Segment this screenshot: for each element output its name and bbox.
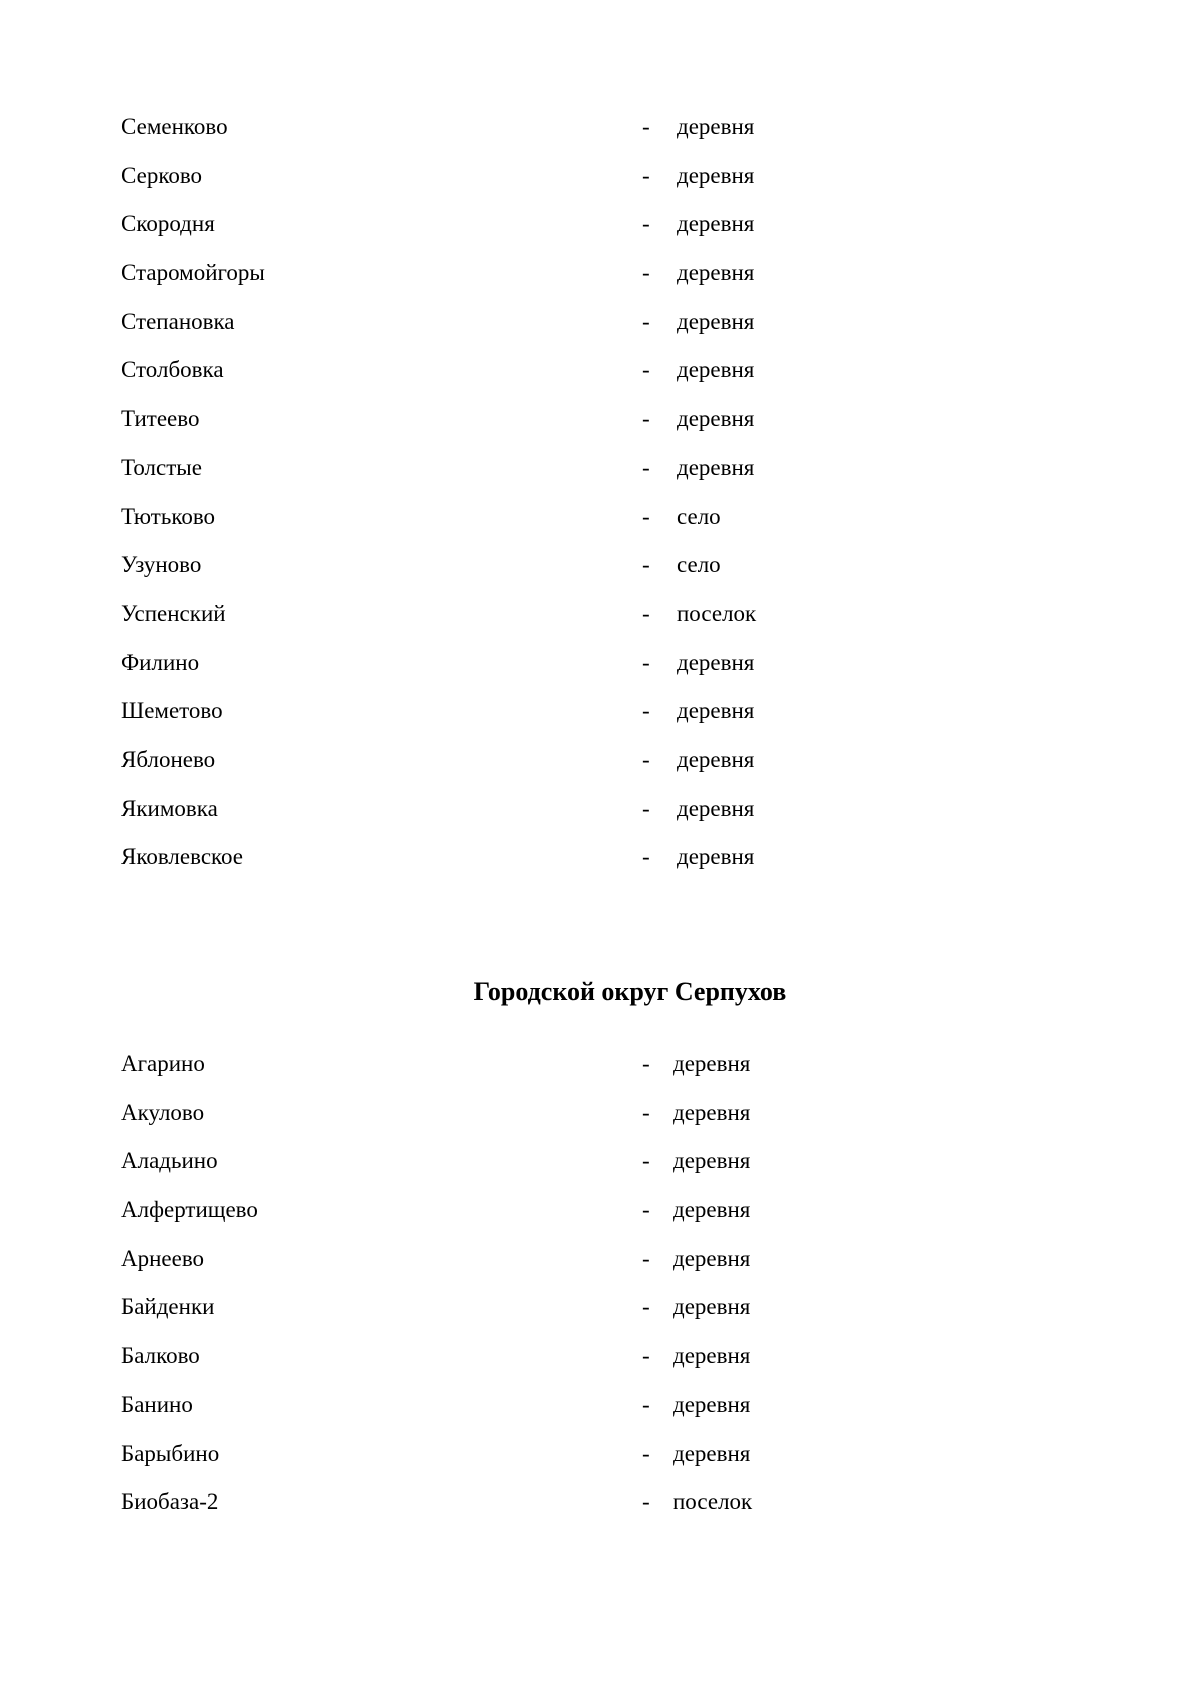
separator-dash: -	[642, 454, 650, 480]
separator-dash: -	[642, 600, 650, 626]
settlement-name: Агарино	[121, 1051, 205, 1076]
settlement-type: село	[677, 503, 721, 529]
settlement-type: деревня	[677, 698, 755, 724]
separator-dash: -	[642, 844, 650, 870]
settlement-type: деревня	[677, 260, 755, 286]
list-item	[0, 1040, 1200, 1089]
settlement-name: Байденки	[121, 1294, 215, 1320]
list-item	[0, 1137, 1200, 1186]
separator-dash: -	[642, 552, 650, 578]
settlement-name: Биобаза-2	[121, 1489, 219, 1515]
separator-dash: -	[642, 1099, 650, 1125]
separator-dash: -	[642, 795, 650, 821]
settlement-name: Алфертищево	[121, 1197, 258, 1223]
settlement-type: деревня	[677, 746, 755, 772]
list-item	[0, 687, 1200, 736]
separator-dash: -	[642, 1051, 650, 1076]
settlement-list-continued	[0, 103, 1200, 882]
list-item	[0, 590, 1200, 639]
settlement-type: деревня	[677, 162, 755, 188]
list-item	[0, 395, 1200, 444]
settlement-type: деревня	[673, 1245, 751, 1271]
settlement-type: деревня	[673, 1343, 751, 1369]
settlement-name: Степановка	[121, 308, 235, 334]
list-item	[0, 736, 1200, 785]
settlement-type: деревня	[673, 1197, 751, 1223]
settlement-name: Филино	[121, 649, 200, 675]
settlement-type: деревня	[677, 308, 755, 334]
separator-dash: -	[642, 746, 650, 772]
settlement-type: деревня	[677, 211, 755, 237]
separator-dash: -	[642, 1197, 650, 1223]
settlement-name: Узуново	[121, 552, 202, 578]
separator-dash: -	[642, 698, 650, 724]
separator-dash: -	[642, 308, 650, 334]
settlement-type: деревня	[677, 406, 755, 432]
settlement-name: Барыбино	[121, 1440, 220, 1466]
separator-dash: -	[642, 649, 650, 675]
settlement-name: Тютьково	[121, 503, 216, 529]
settlement-name: Яковлевское	[121, 844, 244, 870]
section-heading: Городской округ Серпухов	[473, 977, 787, 1006]
separator-dash: -	[642, 503, 650, 529]
settlement-list-serpukhov	[0, 1040, 1200, 1527]
list-item	[0, 346, 1200, 395]
list-item	[0, 249, 1200, 298]
separator-dash: -	[642, 260, 650, 286]
settlement-type: деревня	[673, 1391, 751, 1417]
list-item	[0, 200, 1200, 249]
settlement-name: Старомойгоры	[121, 260, 265, 286]
settlement-type: деревня	[677, 795, 755, 821]
list-item	[0, 1430, 1200, 1479]
separator-dash: -	[642, 1245, 650, 1271]
separator-dash: -	[642, 406, 650, 432]
list-item	[0, 103, 1200, 152]
settlement-type: деревня	[677, 844, 755, 870]
list-item	[0, 833, 1200, 882]
list-item	[0, 1283, 1200, 1332]
separator-dash: -	[642, 357, 650, 383]
separator-dash: -	[642, 1391, 650, 1417]
settlement-name: Яблонево	[121, 746, 216, 772]
separator-dash: -	[642, 1343, 650, 1369]
settlement-name: Скородня	[121, 211, 215, 237]
separator-dash: -	[642, 1294, 650, 1320]
list-item	[0, 639, 1200, 688]
separator-dash: -	[642, 211, 650, 237]
settlement-name: Столбовка	[121, 357, 224, 383]
list-item	[0, 785, 1200, 834]
list-item	[0, 298, 1200, 347]
settlement-type: деревня	[673, 1440, 751, 1466]
settlement-type: деревня	[677, 357, 755, 383]
settlement-name: Аладьино	[121, 1148, 218, 1174]
settlement-name: Успенский	[121, 600, 226, 626]
separator-dash: -	[642, 1440, 650, 1466]
list-item	[0, 1186, 1200, 1235]
settlement-type: поселок	[673, 1489, 753, 1515]
settlement-type: деревня	[677, 649, 755, 675]
settlement-name: Банино	[121, 1391, 193, 1417]
settlement-name: Шеметово	[121, 698, 223, 724]
list-item	[0, 1381, 1200, 1430]
settlement-name: Толстые	[121, 454, 202, 480]
settlement-type: деревня	[673, 1294, 751, 1320]
list-item	[0, 1332, 1200, 1381]
settlement-name: Акулово	[121, 1099, 205, 1125]
settlement-name: Якимовка	[121, 795, 218, 821]
list-item	[0, 493, 1200, 542]
settlement-type: деревня	[673, 1148, 751, 1174]
list-item	[0, 1089, 1200, 1138]
list-item	[0, 444, 1200, 493]
settlement-type: село	[677, 552, 721, 578]
settlement-type: деревня	[677, 454, 755, 480]
settlement-name: Балково	[121, 1343, 200, 1369]
settlement-type: деревня	[677, 114, 755, 139]
settlement-type: поселок	[677, 600, 757, 626]
settlement-name: Семенково	[121, 114, 228, 139]
list-item	[0, 152, 1200, 201]
separator-dash: -	[642, 162, 650, 188]
settlement-name: Титеево	[121, 406, 200, 432]
list-item	[0, 541, 1200, 590]
list-item	[0, 1235, 1200, 1284]
separator-dash: -	[642, 1148, 650, 1174]
settlement-type: деревня	[673, 1051, 751, 1076]
settlement-type: деревня	[673, 1099, 751, 1125]
separator-dash: -	[642, 1489, 650, 1515]
list-item	[0, 1478, 1200, 1527]
settlement-name: Арнеево	[121, 1245, 205, 1271]
settlement-name: Серково	[121, 162, 203, 188]
separator-dash: -	[642, 114, 650, 139]
